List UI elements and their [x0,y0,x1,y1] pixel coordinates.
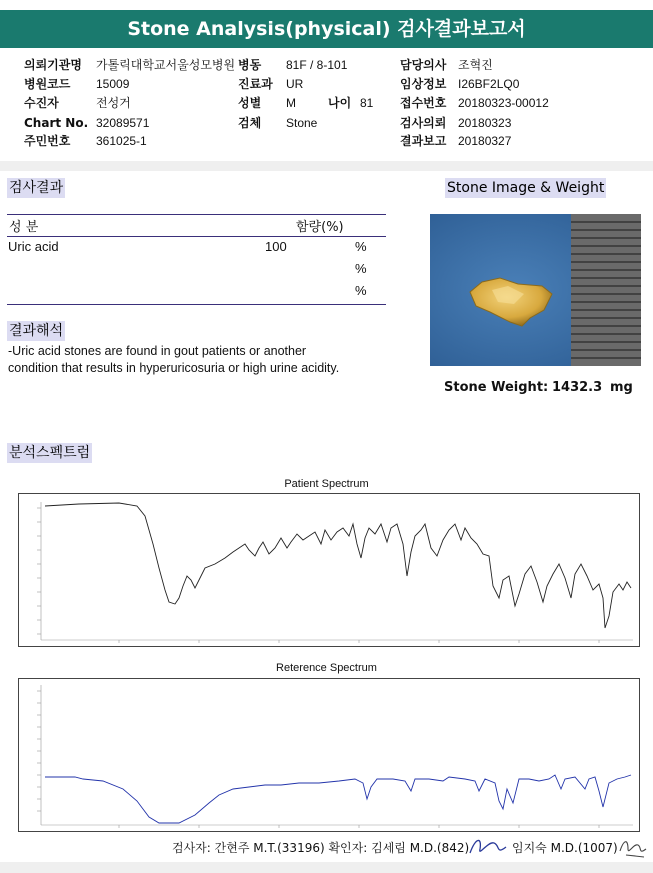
header-label: 임상정보 [400,77,447,91]
header-label: 검체 [238,116,262,130]
header-label: 의뢰기관명 [24,58,82,72]
result-unit: % [355,239,367,254]
interpretation-section-title: 결과해석 [9,323,64,339]
signature-text: 임지숙 M.D.(1007) [512,841,618,855]
reference-spectrum-graphic [19,679,639,831]
result-amount: 100 [265,239,287,254]
header-label: 병동 [238,58,262,72]
header-value: 조혁진 [458,58,493,72]
reference-spectrum-chart [18,678,640,832]
header-value: 15009 [96,77,130,91]
header-value: 81 [360,96,374,110]
header-value: 전성거 [96,96,131,110]
signature-mark-2 [616,833,650,861]
header-value: 20180323 [458,116,512,130]
header-value: 가톨릭대학교서울성모병원 [96,58,236,72]
header-label: 수진자 [24,96,59,110]
interpretation-line: -Uric acid stones are found in gout patients or another [8,344,307,358]
spectrum-section-title: 분석스펙트럼 [9,445,91,461]
header-value: 32089571 [96,116,150,130]
result-name: Uric acid [8,239,59,254]
header-value: 361025-1 [96,134,147,148]
report-title: Stone Analysis(physical) 검사결과보고서 [0,10,653,48]
footer-bar [0,862,653,873]
header-value: 20180323-00012 [458,96,549,110]
header-value: I26BF2LQ0 [458,77,520,91]
stone-photo [430,214,641,366]
interpretation-line: condition that results in hyperuricosuria or high urine acidity. [8,361,340,375]
header-value: 20180327 [458,134,512,148]
col-amount-header: 함량(%) [296,220,344,235]
stone-weight-value: 1432.3 [552,380,603,395]
header-value: M [286,96,296,110]
header-label: 주민번호 [24,134,71,148]
stone-section-title: Stone Image & Weight [447,180,605,196]
result-unit: % [355,283,367,298]
table-top-rule [7,214,386,215]
header-label: 진료과 [238,77,273,91]
reference-spectrum-title: Reterence Spectrum [276,662,377,674]
signature-mark-1 [466,833,510,859]
header-label: 접수번호 [400,96,447,110]
table-bottom-rule [7,304,386,305]
header-label: 성별 [238,96,262,110]
header-label: 담당의사 [400,58,447,72]
patient-spectrum-graphic [19,494,639,646]
header-label: 검사의뢰 [400,116,447,130]
results-section-title: 검사결과 [9,180,64,196]
stone-weight-unit: mg [610,380,633,395]
divider-bar [0,161,653,171]
patient-spectrum-title: Patient Spectrum [284,478,369,490]
header-label: 나이 [328,96,352,110]
result-unit: % [355,261,367,276]
stone-weight-label: Stone Weight: [444,380,549,395]
header-value: 81F / 8-101 [286,58,348,72]
patient-spectrum-chart [18,493,640,647]
header-label: 결과보고 [400,134,447,148]
header-value: UR [286,77,304,91]
col-component-header: 성 분 [9,220,39,235]
header-label: 병원코드 [24,77,71,91]
stone-photo-graphic [430,214,641,366]
header-value: Stone [286,116,318,130]
header-label: Chart No. [24,116,89,130]
table-header-rule [7,236,386,237]
signature-text: 검사자: 간현주 M.T.(33196) 확인자: 김세림 M.D.(842) [172,841,470,855]
